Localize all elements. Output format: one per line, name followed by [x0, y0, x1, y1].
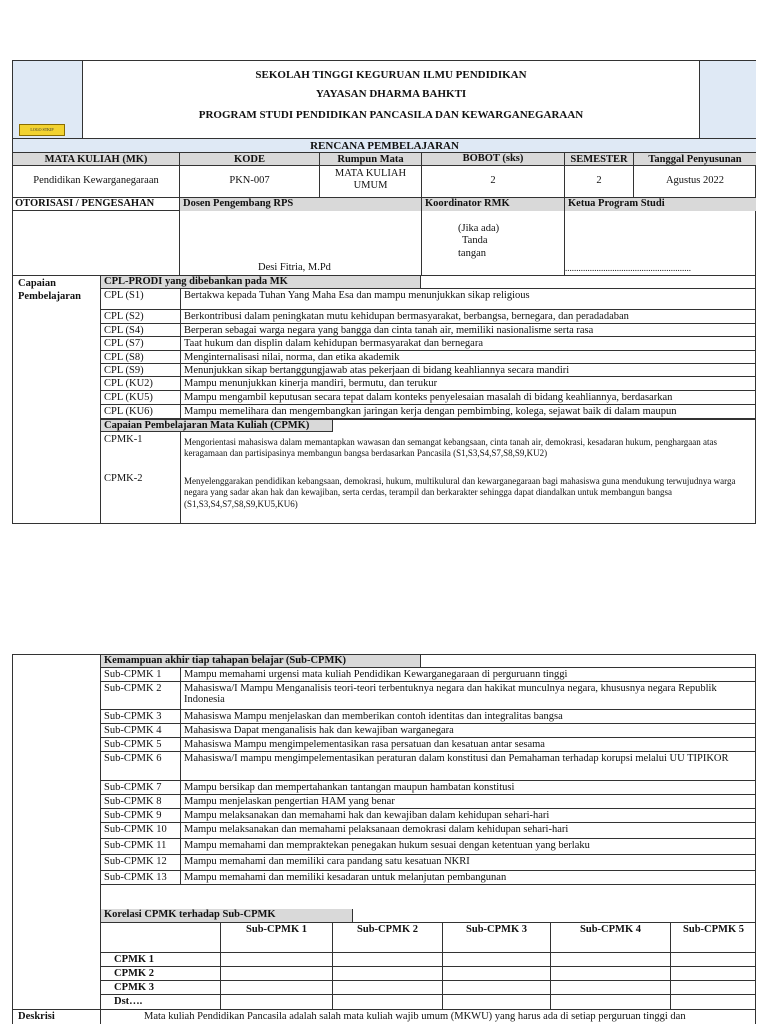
cpl-code: CPL (KU2) — [101, 377, 181, 391]
korelasi-col-header: Sub-CPMK 4 — [551, 923, 671, 953]
rps-header-table — [12, 60, 756, 524]
cpl-code: CPL (S2) — [101, 310, 181, 324]
dev-name: Desi Fitria, M.Pd — [258, 262, 331, 273]
sub-cpmk-text: Mampu memahami dan memiliki kesadaran untuk melanjutan pembangunan — [184, 872, 507, 883]
cpl-code: CPL (S1) — [101, 289, 181, 310]
coord-note-3: tangan — [458, 248, 486, 259]
capaian-label-cell — [13, 276, 101, 524]
capaian-label-1: Capaian — [18, 278, 56, 289]
sub-cpmk-code: Sub-CPMK 11 — [101, 839, 181, 855]
coord-label: Koordinator RMK — [422, 198, 565, 211]
sub-cpmk-text: Mampu menjelaskan pengertian HAM yang benar — [184, 796, 395, 807]
cpl-area — [101, 276, 756, 524]
cpl-text: Taat hukum dan displin dalam kehidupan bermasyarakat dan bernegara — [184, 338, 483, 349]
cpl-row — [101, 289, 756, 310]
korelasi-cell — [671, 995, 756, 1009]
korelasi-header — [101, 909, 353, 923]
cpl-header — [101, 276, 421, 289]
sub-cpmk-row — [101, 839, 756, 855]
sub-cpmk-row — [101, 855, 756, 871]
cpl-header-line — [421, 276, 756, 289]
course-semester: 2 — [565, 166, 634, 198]
korelasi-cell — [333, 953, 443, 967]
korelasi-cell — [221, 953, 333, 967]
sub-cpmk-text: Mampu memahami urgensi mata kuliah Pendidikan Kewarganegaraan di perguruann tinggi — [184, 669, 568, 680]
cpl-row — [101, 405, 756, 419]
cpl-text: Mampu memelihara dan mengembangkan jaringan kerja dengan pembimbing, kolega, sejawat baik di dalam maupun — [184, 406, 677, 417]
korelasi-row — [101, 953, 756, 967]
korelasi-row-label: CPMK 2 — [101, 967, 221, 981]
authorization-header-row — [13, 198, 756, 211]
korelasi-cell — [671, 981, 756, 995]
cpmk-text: Mengorientasi mahasiswa dalam memantapkan wawasan dan semangat kebangsaan, cinta tanah air, demokrasi, kesadaran hukum, penghargaan atas keragamaan dan partisipasinya membangun bangsa berdasarkan Pancasila (S1,S3,S4,S7,S8,S9,KU2) — [184, 437, 718, 459]
cpl-row — [101, 377, 756, 391]
cpmk-row — [101, 471, 756, 524]
cpmk-text: Menyelenggarakan pendidikan kebangsaan, demokrasi, hukum, multikulural dan kewarganegaraan bagi mahasiswa guna mendukung terwujudnya warga negara yang sadar akan hak dan kewajiban, serta cerdas, terampil dan berkarakter sehingga dapat diandalkan untuk membangun bangsa (S1,S3,S4,S7,S8,S9,KU5,KU6) — [184, 476, 736, 509]
school-logo: LOGO STKIP — [19, 124, 65, 136]
korelasi-cell — [221, 981, 333, 995]
cpl-row — [101, 364, 756, 377]
deskripsi-row — [13, 1009, 756, 1024]
korelasi-cell — [333, 981, 443, 995]
cpmk-header — [101, 419, 333, 432]
cpl-text: Mampu menunjukkan kinerja mandiri, bermutu, dan terukur — [184, 378, 438, 389]
sub-cpmk-header — [101, 655, 421, 668]
course-header-row — [13, 153, 756, 166]
sub-cpmk-text: Mampu bersikap dan mempertahankan tantangan maupun hambatan konstitusi — [184, 782, 515, 793]
korelasi-col-header: Sub-CPMK 5 — [683, 924, 744, 935]
sub-cpmk-text: Mahasiswa Mampu menjelaskan dan memberikan contoh identitas dan integralitas bangsa — [184, 711, 563, 722]
auth-empty-cell — [13, 211, 180, 276]
sub-cpmk-text: Mampu memahami dan mempraktekan penegakan hukum sesuai dengan ketentuan yang berlaku — [184, 840, 590, 851]
deskripsi-label: Deskrisi — [13, 1010, 101, 1024]
cpl-row — [101, 324, 756, 337]
sub-cpmk-code: Sub-CPMK 2 — [101, 682, 181, 710]
korelasi-cell — [221, 967, 333, 981]
cpl-text: Berperan sebagai warga negara yang bangga dan cinta tanah air, memiliki nasionalisme serta rasa — [184, 325, 594, 336]
cpmk-header-line — [333, 419, 756, 420]
dev-sign-cell — [180, 211, 422, 276]
cpl-row — [101, 351, 756, 364]
cpmk-code: CPMK-1 — [101, 432, 181, 471]
head-label: Ketua Program Studi — [565, 198, 756, 211]
head-sign-cell — [565, 211, 756, 276]
sub-cpmk-row — [101, 752, 756, 781]
sub-cpmk-header-text: Kemampuan akhir tiap tahapan belajar (Sub-CPMK) — [104, 655, 347, 666]
korelasi-cell — [333, 967, 443, 981]
sub-cpmk-text: Mahasiswa Mampu mengimpelementasikan rasa persatuan dan kesatuan antar sesama — [184, 739, 545, 750]
sub-cpmk-row — [101, 871, 756, 885]
korelasi-cell — [443, 981, 551, 995]
cpl-text: Berkontribusi dalam peningkatan mutu kehidupan bermasyarakat, berbangsa, bernegara, dan peradadaban — [184, 311, 629, 322]
sub-cpmk-text: Mahasiswa/I mampu mengimpelementasikan peraturan dalam konstitusi dan Pemahaman terhadap korupsi melalui UU TIPIKOR — [184, 753, 729, 764]
korelasi-cell — [443, 995, 551, 1009]
korelasi-cell — [671, 953, 756, 967]
foundation-name: YAYASAN DHARMA BAHKTI — [315, 88, 467, 100]
cpl-text: Menginternalisasi nilai, norma, dan etika akademik — [184, 352, 400, 363]
cpl-code: CPL (KU6) — [101, 405, 181, 419]
cpl-row — [101, 337, 756, 351]
auth-label: OTORISASI / PENGESAHAN — [13, 198, 180, 211]
korelasi-col-header: Sub-CPMK 3 — [443, 923, 551, 953]
cpmk-row — [101, 432, 756, 471]
korelasi-row-label: CPMK 1 — [101, 953, 221, 967]
sub-cpmk-code: Sub-CPMK 1 — [101, 668, 181, 682]
sub-cpmk-code: Sub-CPMK 8 — [101, 795, 181, 809]
dev-label: Dosen Pengembang RPS — [180, 198, 422, 211]
header-title-block — [83, 61, 699, 138]
col-semester: SEMESTER — [565, 153, 634, 166]
korelasi-cell — [443, 967, 551, 981]
cpl-code: CPL (S8) — [101, 351, 181, 364]
korelasi-row — [101, 967, 756, 981]
sub-cpmk-code: Sub-CPMK 9 — [101, 809, 181, 823]
korelasi-col-header: Sub-CPMK 1 — [221, 923, 333, 953]
korelasi-header-text: Korelasi CPMK terhadap Sub-CPMK — [104, 909, 276, 920]
school-name: SEKOLAH TINGGI KEGURUAN ILMU PENDIDIKAN — [255, 69, 527, 81]
sub-cpmk-text: Mahasiswa Dapat menganalisis hak dan kewajiban warganegara — [184, 725, 454, 736]
cpl-row — [101, 391, 756, 405]
korelasi-cell — [551, 981, 671, 995]
sub-cpmk-text: Mampu melaksanakan dan memahami hak dan kewajiban dalam kehidupan sehari-hari — [184, 810, 550, 821]
korelasi-cell — [551, 995, 671, 1009]
deskripsi-text: Mata kuliah Pendidikan Pancasila adalah salah mata kuliah wajib umum (MKWU) yang harus ada di setiap perguruan tinggi dan — [144, 1011, 686, 1022]
sub-cpmk-code: Sub-CPMK 12 — [101, 855, 181, 871]
col-mata-kuliah: MATA KULIAH (MK) — [13, 153, 180, 166]
col-kode: KODE — [180, 153, 320, 166]
cpl-code: CPL (KU5) — [101, 391, 181, 405]
sub-cpmk-table — [12, 654, 756, 1024]
sub-cpmk-left-column — [13, 655, 101, 1009]
korelasi-row-label: Dst…. — [101, 995, 221, 1009]
sub-cpmk-code: Sub-CPMK 10 — [101, 823, 181, 839]
korelasi-row-label: CPMK 3 — [101, 981, 221, 995]
sub-cpmk-text: Mampu melaksanakan dan memahami pelaksanaan demokrasi dalam kehidupan sehari-hari — [184, 824, 569, 835]
korelasi-row — [101, 981, 756, 995]
sub-cpmk-row — [101, 682, 756, 710]
cpl-code: CPL (S9) — [101, 364, 181, 377]
cpl-code: CPL (S7) — [101, 337, 181, 351]
cpmk-code: CPMK-2 — [101, 471, 181, 524]
sub-cpmk-code: Sub-CPMK 5 — [101, 738, 181, 752]
course-date: Agustus 2022 — [665, 175, 725, 186]
sub-cpmk-code: Sub-CPMK 13 — [101, 871, 181, 885]
cpl-header-text: CPL-PRODI yang dibebankan pada MK — [104, 276, 288, 287]
sub-cpmk-text: Mampu memahami dan memiliki cara pandang satu kesatuan NKRI — [184, 856, 470, 867]
sub-header-line — [421, 655, 756, 668]
course-code: PKN-007 — [180, 166, 320, 198]
course-name: Pendidikan Kewarganegaraan — [13, 166, 180, 198]
cpl-text: Bertakwa kepada Tuhan Yang Maha Esa dan mampu menunjukkan sikap religious — [184, 290, 530, 301]
sub-cpmk-row — [101, 823, 756, 839]
coord-note-1: (Jika ada) — [458, 223, 500, 234]
cpl-code: CPL (S4) — [101, 324, 181, 337]
korelasi-cell — [333, 995, 443, 1009]
sub-cpmk-row — [101, 781, 756, 795]
header-right-cell — [699, 61, 756, 138]
sub-cpmk-text: Mahasiswa/I Mampu Menganalisis teori-teori terbentuknya negara dan hakikat munculnya negara, khususnya negara Republik Indonesia — [184, 683, 717, 705]
cpl-text: Menunjukkan sikap bertanggungjawab atas pekerjaan di bidang keahliannya secara mandiri — [184, 365, 570, 376]
col-tanggal: Tanggal Penyusunan — [648, 154, 742, 165]
cpmk-header-text: Capaian Pembelajaran Mata Kuliah (CPMK) — [104, 420, 310, 431]
col-rumpun: Rumpun Mata — [320, 153, 422, 166]
sub-cpmk-row — [101, 795, 756, 809]
doc-title — [13, 138, 756, 153]
capaian-label-2: Pembelajaran — [18, 291, 81, 302]
korelasi-col-header: Sub-CPMK 2 — [333, 923, 443, 953]
korelasi-cell — [443, 953, 551, 967]
sub-cpmk-row — [101, 809, 756, 823]
doc-title-text: RENCANA PEMBELAJARAN — [310, 140, 459, 152]
korelasi-row — [101, 995, 756, 1009]
course-sks: 2 — [422, 166, 565, 198]
sub-cpmk-row — [101, 668, 756, 682]
sub-cpmk-code: Sub-CPMK 6 — [101, 752, 181, 781]
sub-cpmk-row — [101, 738, 756, 752]
korelasi-cell — [671, 967, 756, 981]
sub-cpmk-code: Sub-CPMK 3 — [101, 710, 181, 724]
authorization-sign-row — [13, 211, 756, 276]
coord-note-2: Tanda — [462, 235, 488, 246]
korelasi-cell — [221, 995, 333, 1009]
course-values-row — [13, 166, 756, 198]
sub-cpmk-area — [101, 655, 756, 1009]
cpl-row — [101, 310, 756, 324]
sub-cpmk-row — [101, 724, 756, 738]
korelasi-cell — [551, 967, 671, 981]
sub-cpmk-code: Sub-CPMK 7 — [101, 781, 181, 795]
col-bobot: BOBOT (sks) — [422, 153, 565, 166]
korelasi-header-line — [353, 909, 756, 923]
course-rumpun: MATA KULIAH UMUM — [320, 166, 422, 198]
cpl-text: Mampu mengambil keputusan secara tepat dalam konteks penyelesaian masalah di bidang keahliannya, berdasarkan — [184, 392, 673, 403]
program-name: PROGRAM STUDI PENDIDIKAN PANCASILA DAN KEWARGANEGARAAN — [198, 109, 584, 121]
korelasi-header-row — [101, 923, 756, 953]
sub-cpmk-row — [101, 710, 756, 724]
coord-sign-cell — [422, 211, 565, 276]
korelasi-cell — [551, 953, 671, 967]
sub-cpmk-code: Sub-CPMK 4 — [101, 724, 181, 738]
head-sign-line: ........................................................ — [565, 263, 691, 273]
korelasi-corner-cell — [101, 923, 221, 953]
